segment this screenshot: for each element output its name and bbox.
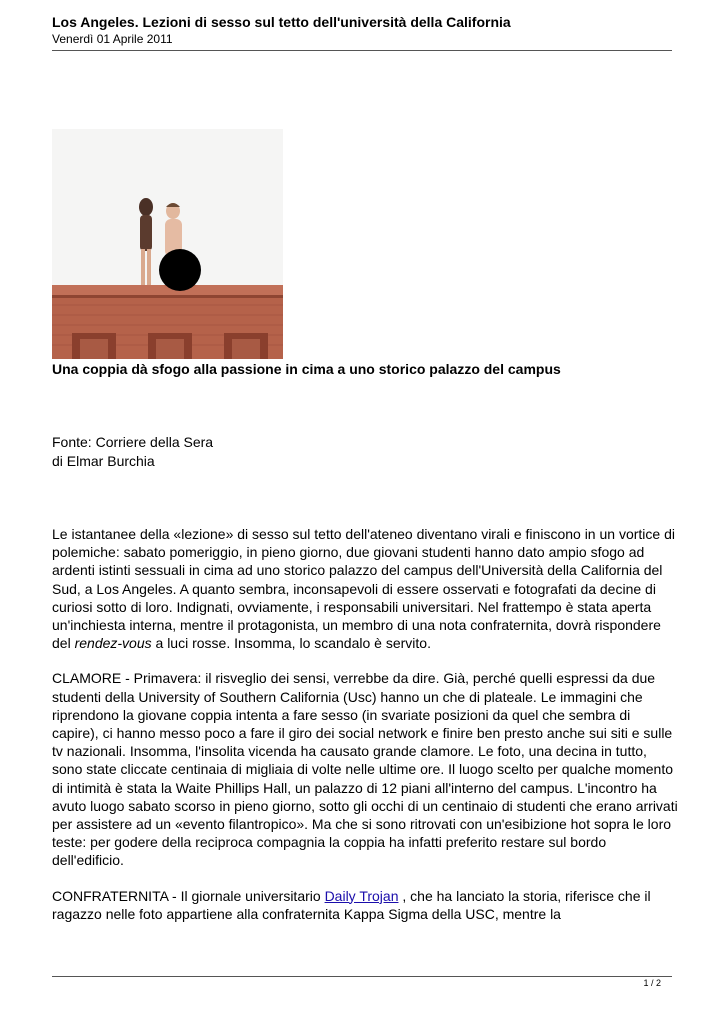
document-title: Los Angeles. Lezioni di sesso sul tetto dell'università della California: [52, 14, 511, 30]
header-divider: [52, 50, 672, 51]
photo-caption: Una coppia dà sfogo alla passione in cima a uno storico palazzo del campus: [52, 361, 561, 377]
article-photo: [52, 129, 283, 359]
paragraph-intro: Le istantanee della «lezione» di sesso sul tetto dell'ateneo diventano virali e finiscono in un vortice di polemiche: sabato pomeriggio, in pieno giorno, due giovani studenti hanno dato ampio sfogo ad ardenti istinti sessuali in cima ad uno storico palazzo del campus dell'Università della California del Sud, a Los Angeles. A quanto sembra, inconsapevoli di essere osservati e fotografati da decine di curiosi sotto di loro. Indignati, ovviamente, i responsabili universitari. Nel frattempo è stata aperta un'inchiesta interna, mentre il protagonista, un membro di una nota confraternita, dovrà rispondere del rendez-vous a luci rosse. Insomma, lo scandalo è servito.: [52, 526, 675, 652]
footer-divider: [52, 976, 672, 977]
page-header: [52, 13, 672, 47]
paragraph-clamore: CLAMORE - Primavera: il risveglio dei sensi, verrebbe da dire. Già, perché quelli espressi da due studenti della University of Southern California (Usc) hanno un che di plateale. Le immagini che riprendono la giovane coppia intenta a fare sesso (in svariate posizioni da quel che sembra di capire), ci hanno messo poco a fare il giro dei social network e finire ben presto anche sui siti e sulle tv nazionali. Insomma, l'insolita vicenda ha causato grande clamore. Le foto, una decina in tutto, sono state cliccate centinaia di migliaia di volte nelle ultime ore. Il luogo scelto per qualche momento di intimità è stata la Waite Phillips Hall, un palazzo di 12 piani all'interno del campus. L'incontro ha avuto luogo sabato scorso in pieno giorno, sotto gli occhi di un centinaio di studenti che erano arrivati per assistere ad un «evento filantropico». Ma che si sono ritrovati con un'esibizione hot sopra le loro teste: per godere della reciproca compagnia la coppia ha infatti preferito restare sul bordo dell'edificio.: [52, 670, 678, 869]
article-source-block: [52, 433, 213, 471]
italic-phrase: rendez-vous: [74, 635, 152, 652]
document-date: Venerdì 01 Aprile 2011: [52, 32, 173, 46]
daily-trojan-link[interactable]: Daily Trojan: [324, 887, 399, 904]
paragraph-confraternita: CONFRATERNITA - Il giornale universitario Daily Trojan , che ha lanciato la storia, riferisce che il ragazzo nelle foto appartiene alla confraternita Kappa Sigma della USC, mentre la: [52, 887, 651, 922]
article-source: Fonte: Corriere della Sera: [52, 434, 214, 450]
article-author: di Elmar Burchia: [52, 453, 155, 469]
page-number: 1 / 2: [643, 978, 661, 988]
article-body: [52, 525, 678, 940]
